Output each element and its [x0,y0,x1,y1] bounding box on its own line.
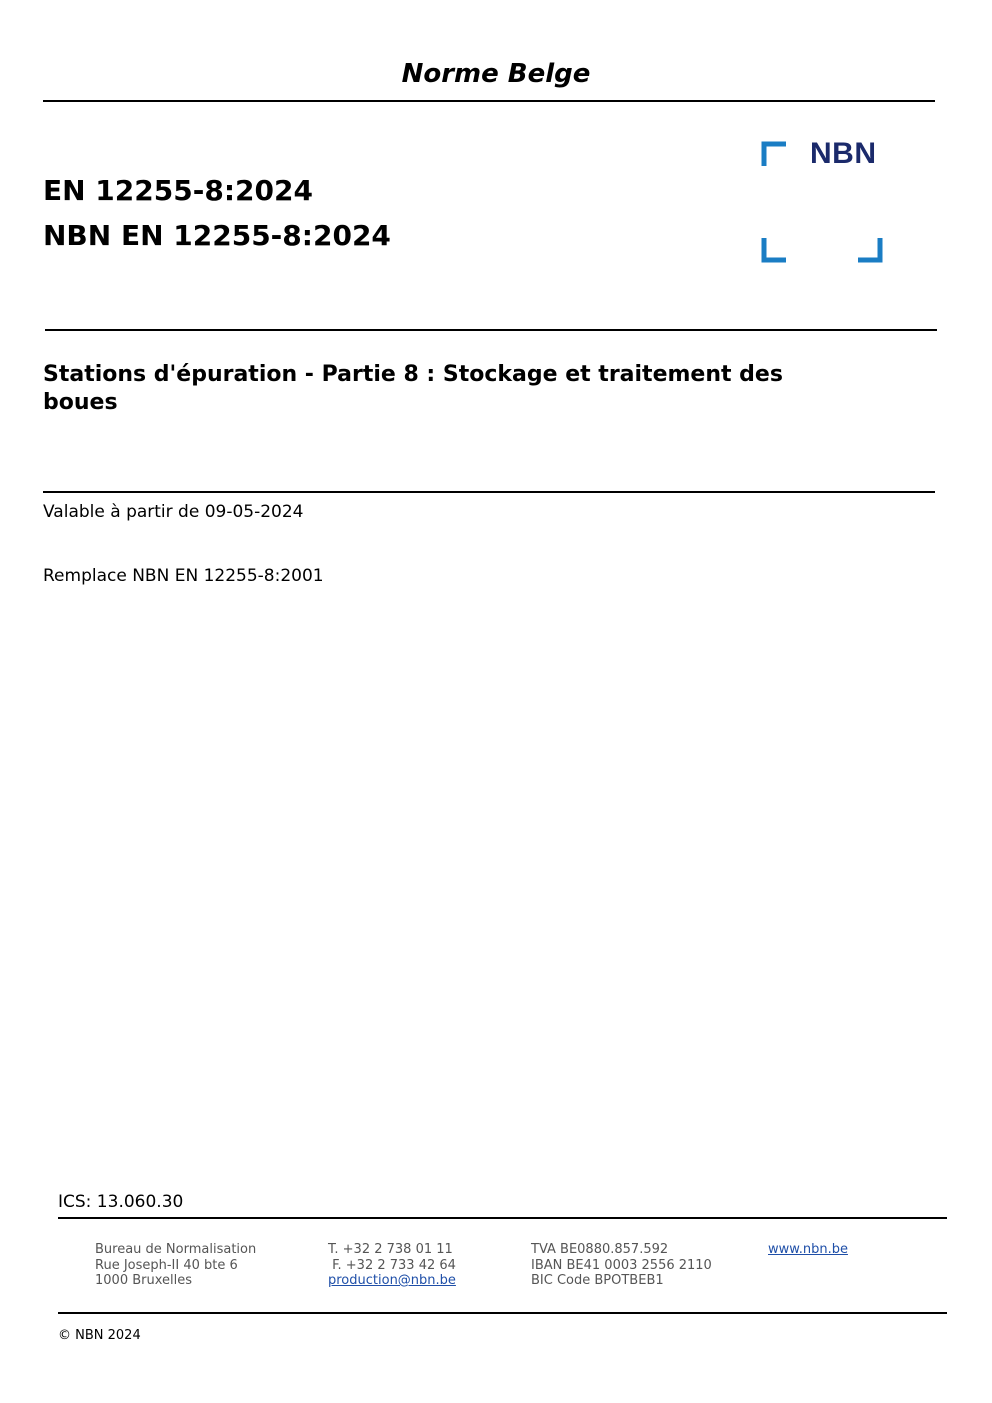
address-line: 1000 Bruxelles [95,1273,193,1288]
iban-number: IBAN BE41 0003 2556 2110 [531,1257,712,1273]
footer-bottom-divider [58,1312,947,1314]
footer-top-divider [58,1217,947,1219]
fax-number: F. +32 2 733 42 64 [328,1257,456,1273]
email-link[interactable]: production@nbn.be [328,1273,456,1288]
en-standard-code: EN 12255-8:2024 [43,174,313,207]
validity-date: Valable à partir de 09-05-2024 [43,502,304,522]
vat-number: TVA BE0880.857.592 [531,1242,669,1257]
document-type-title: Norme Belge [401,59,591,89]
footer-contact [328,1242,456,1289]
title-bottom-divider [43,491,935,493]
website-link[interactable]: www.nbn.be [768,1242,848,1257]
replaces-standard: Remplace NBN EN 12255-8:2001 [43,566,324,586]
footer-address [95,1242,256,1289]
phone-number: T. +32 2 738 01 11 [328,1242,453,1257]
ics-code: ICS: 13.060.30 [58,1192,184,1212]
nbn-standard-code: NBN EN 12255-8:2024 [43,219,391,252]
address-line: Rue Joseph-II 40 bte 6 [95,1257,238,1273]
bic-code: BIC Code BPOTBEB1 [531,1273,664,1288]
footer-website [768,1242,848,1258]
copyright: © NBN 2024 [58,1328,141,1343]
nbn-logo-text: NBN [810,137,877,170]
header-divider [43,100,935,102]
document-title: Stations d'épuration - Partie 8 : Stockage et traitement des boues [43,362,783,415]
address-line: Bureau de Normalisation [95,1242,257,1257]
footer-bank [531,1242,712,1289]
title-top-divider [45,329,937,331]
